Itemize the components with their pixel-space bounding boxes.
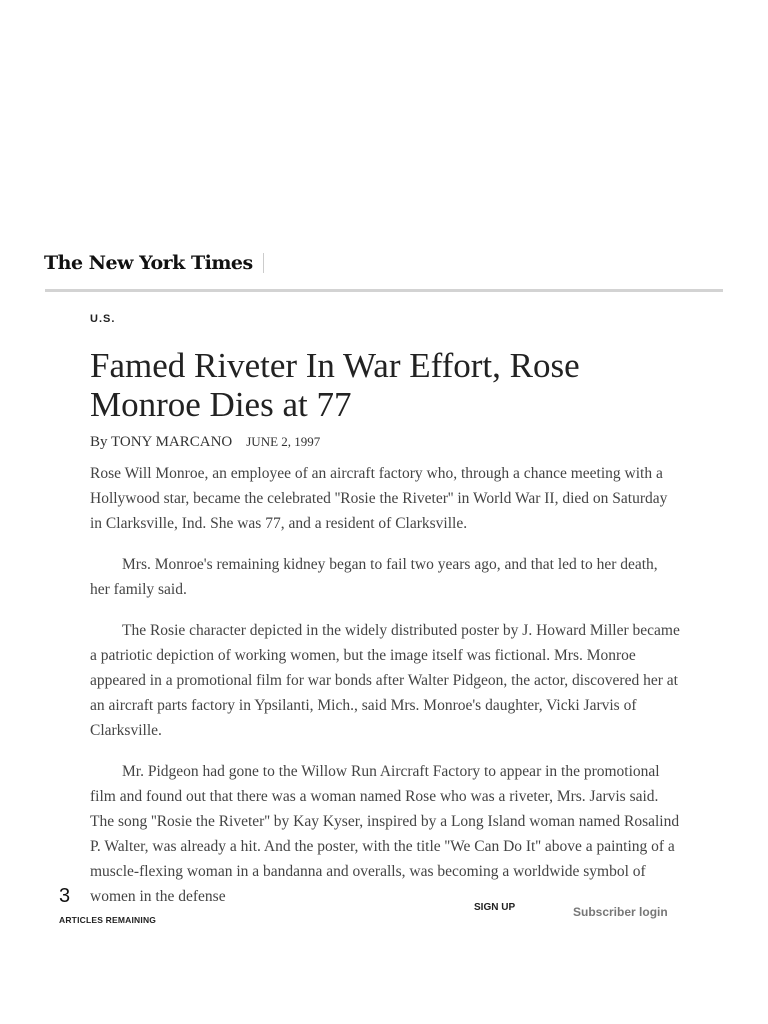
articles-remaining-label: ARTICLES REMAINING <box>59 915 157 925</box>
article-paragraph: Mr. Pidgeon had gone to the Willow Run Aircraft Factory to appear in the promotional film and found out that there was a woman named Rose who was a riveter, Mrs. Jarvis said. The song ''Rosie the Riveter'' by Kay Kyser, inspired by a Long Island woman named Rosalind P. Walter, was already a hit. And the poster, with the title ''We Can Do It'' above a painting of a muscle-flexing woman in a bandanna and overalls, was becoming a worldwide symbol of women in the defense <box>90 763 680 903</box>
author-link[interactable]: TONY MARCANO <box>110 434 233 450</box>
articles-remaining-count: 3 <box>59 885 71 907</box>
masthead-divider <box>45 289 723 292</box>
masthead-separator <box>263 253 264 273</box>
nyt-logo[interactable]: The New York Times <box>44 252 253 274</box>
section-link[interactable]: U.S. <box>90 313 116 325</box>
byline-prefix: By <box>90 434 111 450</box>
article-paragraph: Mrs. Monroe's remaining kidney began to fail two years ago, and that led to her death, her family said. <box>90 556 658 598</box>
byline <box>90 434 232 451</box>
sign-up-button[interactable]: SIGN UP <box>474 902 516 913</box>
publish-date: JUNE 2, 1997 <box>246 434 321 449</box>
article-body <box>90 461 680 903</box>
article-paragraph: Rose Will Monroe, an employee of an aircraft factory who, through a chance meeting with a Hollywood star, became the celebrated ''Rosie the Riveter'' in World War II, died on Saturday in Clarksville, Ind. She was 77, and a resident of Clarksville. <box>90 465 668 532</box>
article-headline: Famed Riveter In War Effort, Rose Monroe Dies at 77 <box>90 346 580 424</box>
masthead <box>44 248 264 278</box>
subscriber-login-link[interactable]: Subscriber login <box>573 905 668 919</box>
byline-row <box>90 434 320 451</box>
article-paragraph: The Rosie character depicted in the widely distributed poster by J. Howard Miller became a patriotic depiction of working women, but the image itself was fictional. Mrs. Monroe appeared in a promotional film for war bonds after Walter Pidgeon, the actor, discovered her at an aircraft parts factory in Ypsilanti, Mich., said Mrs. Monroe's daughter, Vicki Jarvis of Clarksville. <box>90 622 680 739</box>
